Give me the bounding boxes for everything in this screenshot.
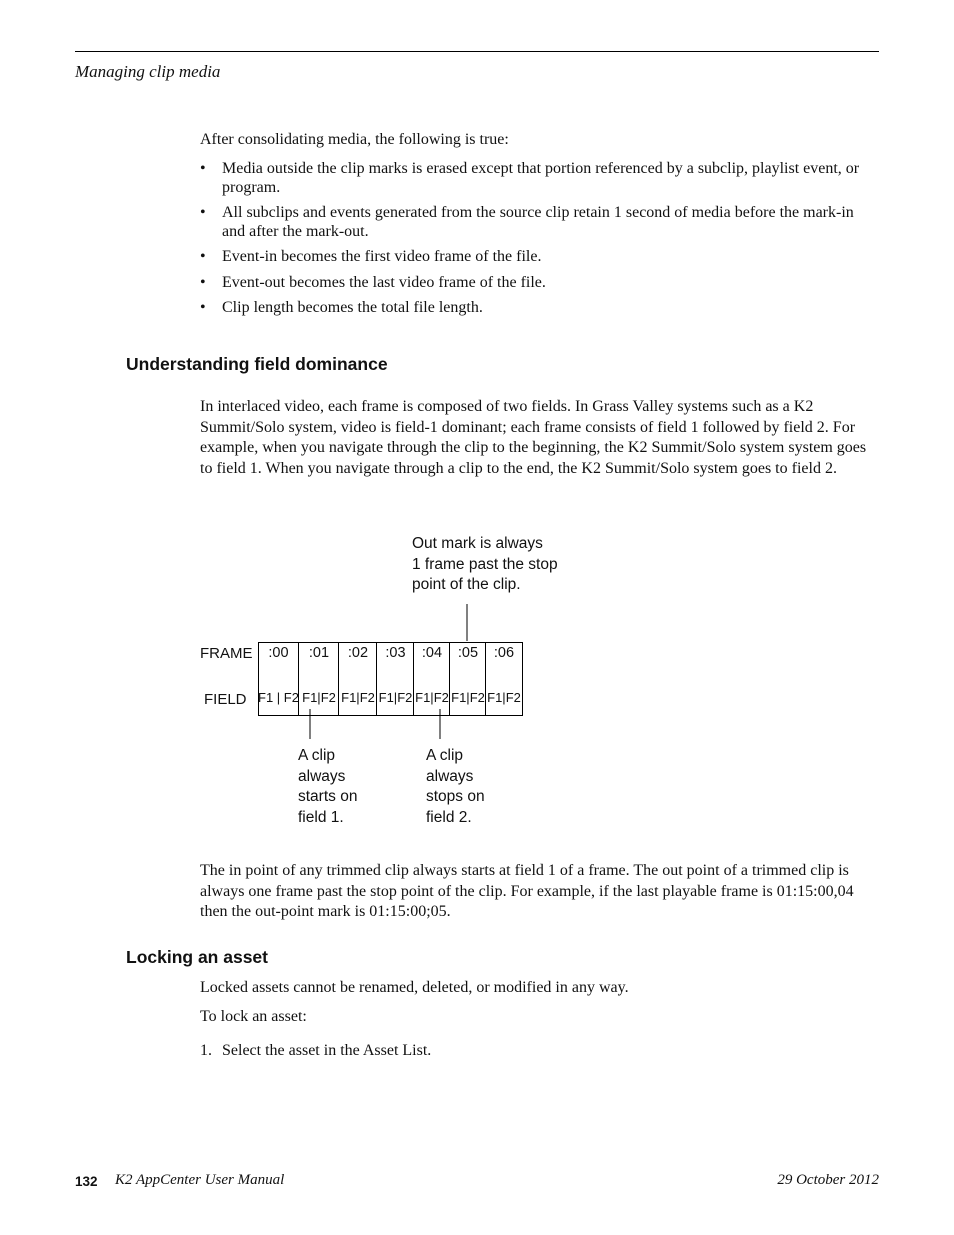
start-note: A clip always starts on field 1. <box>298 747 358 826</box>
field-row-label: FIELD <box>204 691 247 708</box>
locking-lead: To lock an asset: <box>200 1008 307 1025</box>
step-number: 1. <box>200 1042 212 1059</box>
frame-label: :00 <box>268 645 289 661</box>
frame-label: :03 <box>385 645 406 661</box>
field-label: F1|F2 <box>378 690 413 705</box>
bullet-item: • All subclips and events generated from the source clip retain 1 second of media before the mark-in and after the mark-out. <box>200 204 854 240</box>
field-dominance-heading: Understanding field dominance <box>126 354 388 374</box>
page-number: 132 <box>75 1174 98 1189</box>
manual-title: K2 AppCenter User Manual <box>115 1172 285 1188</box>
frame-label: :06 <box>493 645 515 661</box>
bullet-item: • Media outside the clip marks is erased except that portion referenced by a subclip, playlist event, or program. <box>200 160 860 196</box>
bullet-item: • Event-out becomes the last video frame of the file. <box>200 273 546 291</box>
frame-label: :01 <box>308 645 330 661</box>
running-title: Managing clip media <box>75 62 221 81</box>
field-label: F1 | F2 <box>258 690 299 705</box>
publication-date: 29 October 2012 <box>777 1172 879 1188</box>
field-label: F1|F2 <box>451 690 485 705</box>
frame-label: :05 <box>457 645 479 661</box>
field-label: F1|F2 <box>341 690 375 705</box>
step-text: Select the asset in the Asset List. <box>222 1042 432 1059</box>
field-label: F1|F2 <box>487 690 521 705</box>
field-label: F1|F2 <box>415 690 449 705</box>
bullet-item: • Event-in becomes the first video frame of the file. <box>200 248 542 265</box>
out-mark-note: Out mark is always 1 frame past the stop point of the clip. <box>412 535 558 593</box>
frame-label: :04 <box>421 645 443 661</box>
bullet-item: • Clip length becomes the total file length. <box>200 299 483 316</box>
locking-heading: Locking an asset <box>126 947 268 967</box>
intro-lead: After consolidating media, the following is true: <box>200 131 509 148</box>
field-dominance-paragraph: In interlaced video, each frame is composed of two fields. In Grass Valley systems such as a K2 Summit/Solo system, video is field-1 dominant; each frame consists of field 1 followed by field 2. For example, when you navigate through the clip to the beginning, the K2 Summit/Solo system system goes to field 1. When you navigate through a clip to the end, the K2 Summit/Solo system goes to field 2. <box>200 398 867 477</box>
field-label: F1|F2 <box>302 690 336 705</box>
frame-row-label: FRAME <box>200 645 253 662</box>
frame-label: :02 <box>347 645 369 661</box>
stop-note: A clip always stops on field 2. <box>426 747 485 826</box>
locking-paragraph: Locked assets cannot be renamed, deleted, or modified in any way. <box>200 979 629 996</box>
trim-paragraph: The in point of any trimmed clip always starts at field 1 of a frame. The out point of a trimmed clip is always one frame past the stop point of the clip. For example, if the last playable frame is 01:15:00,04 then the out-point mark is 01:15:00;05. <box>200 862 854 921</box>
